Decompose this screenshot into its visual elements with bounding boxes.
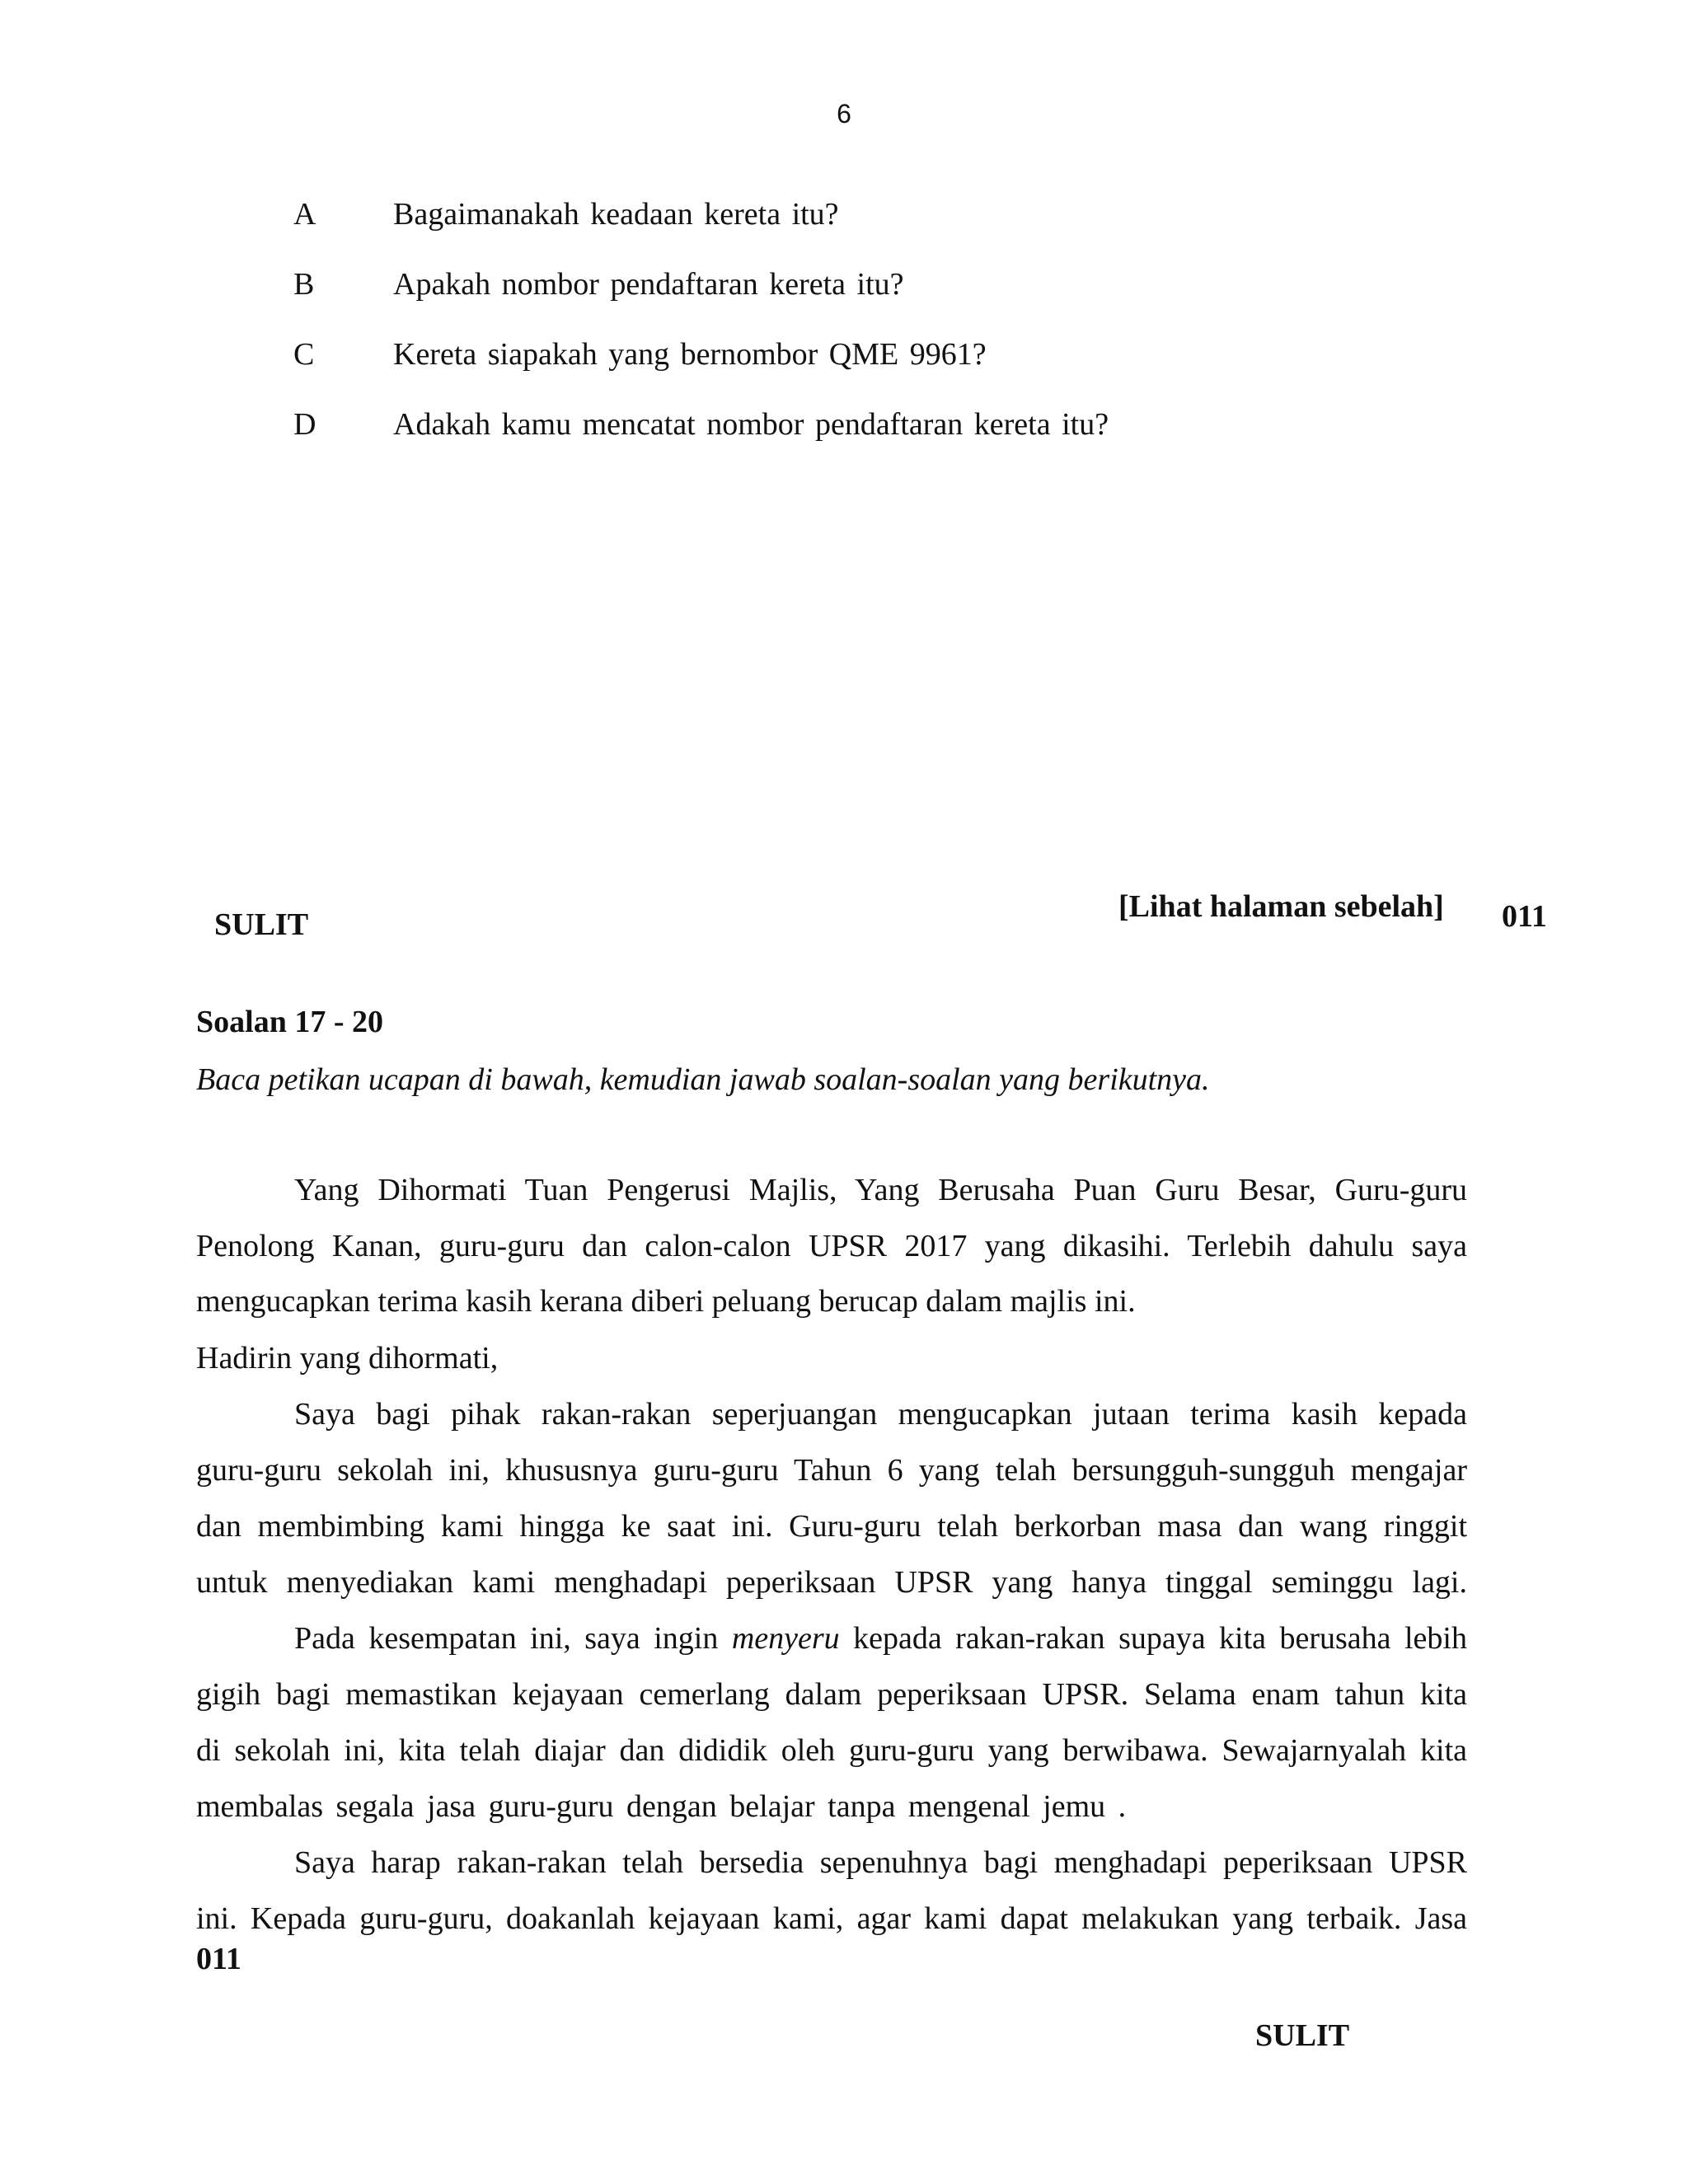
passage-line: dan membimbing kami hingga ke saat ini. Guru-guru telah berkorban masa dan wang ringgit: [196, 1509, 1467, 1544]
passage-line: ini. Kepada guru-guru, doakanlah kejayaan kami, agar kami dapat melakukan yang terbaik. Jasa: [196, 1901, 1467, 1936]
option-text-d: Adakah kamu mencatat nombor pendaftaran kereta itu?: [393, 407, 1109, 442]
passage-text: kepada rakan-rakan supaya kita berusaha lebih: [839, 1621, 1467, 1656]
paper-code: 011: [1502, 899, 1547, 934]
option-letter-d: D: [293, 407, 316, 442]
passage-line: Yang Dihormati Tuan Pengerusi Majlis, Yang Berusaha Puan Guru Besar, Guru-guru: [294, 1173, 1467, 1207]
option-letter-a: A: [293, 197, 316, 232]
passage-line: [294, 1620, 1467, 1657]
sulit-label: SULIT: [1255, 2018, 1350, 2053]
passage-line: untuk menyediakan kami menghadapi peperiksaan UPSR yang hanya tinggal seminggu lagi.: [196, 1565, 1467, 1600]
passage-text: Pada kesempatan ini, saya ingin: [294, 1621, 732, 1656]
passage-line: guru-guru sekolah ini, khususnya guru-guru Tahun 6 yang telah bersungguh-sungguh mengajar: [196, 1453, 1467, 1488]
option-text-a: Bagaimanakah keadaan kereta itu?: [393, 197, 839, 232]
section-instruction: Baca petikan ucapan di bawah, kemudian jawab soalan-soalan yang berikutnya.: [196, 1062, 1210, 1097]
option-text-c: Kereta siapakah yang bernombor QME 9961?: [393, 337, 987, 372]
next-page-note: [Lihat halaman sebelah]: [1118, 889, 1444, 924]
page-number: 6: [837, 99, 851, 129]
passage-line: Saya harap rakan-rakan telah bersedia sepenuhnya bagi menghadapi peperiksaan UPSR: [294, 1845, 1467, 1880]
passage-line: gigih bagi memastikan kejayaan cemerlang dalam peperiksaan UPSR. Selama enam tahun kita: [196, 1677, 1467, 1712]
passage-line: di sekolah ini, kita telah diajar dan dididik oleh guru-guru yang berwibawa. Sewajarnyalah kita: [196, 1733, 1467, 1768]
passage-line: mengucapkan terima kasih kerana diberi peluang berucap dalam majlis ini.: [196, 1284, 1136, 1319]
passage-line: Penolong Kanan, guru-guru dan calon-calon UPSR 2017 yang dikasihi. Terlebih dahulu saya: [196, 1229, 1467, 1263]
option-text-b: Apakah nombor pendaftaran kereta itu?: [393, 267, 904, 302]
passage-line: Saya bagi pihak rakan-rakan seperjuangan mengucapkan jutaan terima kasih kepada: [294, 1397, 1467, 1432]
paper-code: 011: [196, 1942, 241, 1976]
emphasized-word: menyeru: [731, 1621, 840, 1656]
sulit-label: SULIT: [214, 907, 309, 942]
passage-line: Hadirin yang dihormati,: [196, 1341, 499, 1376]
section-heading: Soalan 17 - 20: [196, 1005, 383, 1039]
passage-line: membalas segala jasa guru-guru dengan belajar tanpa mengenal jemu .: [196, 1789, 1127, 1824]
option-letter-b: B: [293, 267, 315, 302]
option-letter-c: C: [293, 337, 315, 372]
